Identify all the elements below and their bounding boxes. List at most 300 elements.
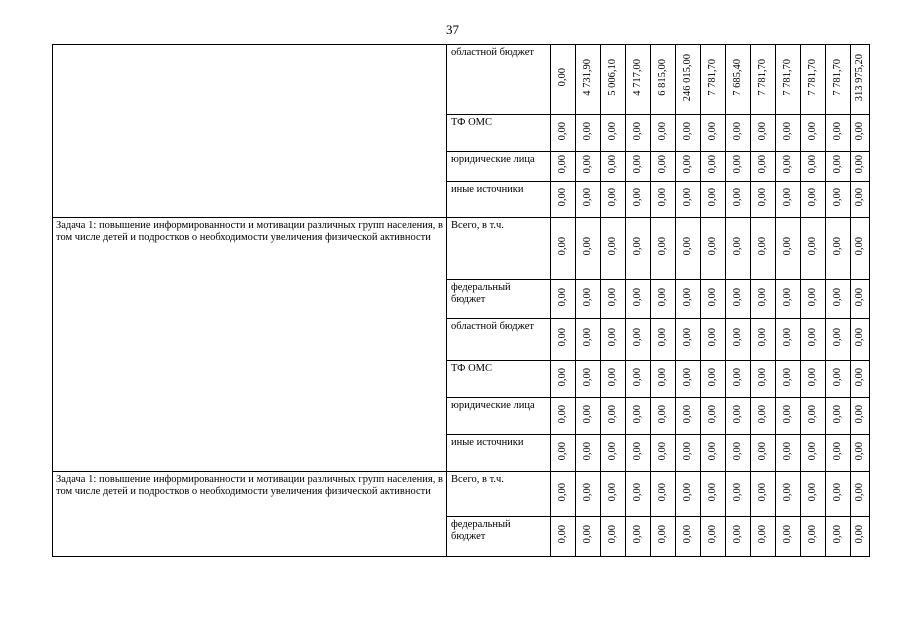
- value-cell: [626, 472, 651, 517]
- value-text: 0,00: [657, 367, 668, 387]
- value-cell: [801, 280, 826, 319]
- value-cell: [551, 152, 576, 182]
- value-cell: [626, 115, 651, 152]
- value-cell: [851, 115, 870, 152]
- value-text: 0,00: [557, 482, 568, 502]
- value-cell: [601, 398, 626, 435]
- value-cell: [776, 218, 801, 280]
- value-text: 0,00: [682, 188, 693, 207]
- value-text: 0,00: [607, 121, 618, 141]
- value-text: 0,00: [854, 121, 865, 141]
- value-cell: [651, 472, 676, 517]
- value-cell: [801, 152, 826, 182]
- value-cell: [751, 280, 776, 319]
- value-text: 0,00: [607, 155, 618, 174]
- value-cell: [551, 182, 576, 218]
- value-cell: [776, 517, 801, 557]
- value-cell: [576, 115, 601, 152]
- value-text: 0,00: [782, 155, 793, 174]
- value-text: 0,00: [807, 328, 818, 347]
- value-text: 4 717,00: [632, 59, 643, 96]
- value-cell: [801, 115, 826, 152]
- value-cell: [726, 398, 751, 435]
- value-text: 0,00: [832, 121, 843, 141]
- value-cell: [651, 218, 676, 280]
- value-text: 0,00: [682, 121, 693, 141]
- value-cell: [851, 45, 870, 115]
- value-cell: [851, 398, 870, 435]
- value-text: 0,00: [682, 404, 693, 424]
- value-text: 0,00: [757, 441, 768, 461]
- value-cell: [551, 361, 576, 398]
- value-cell: [576, 45, 601, 115]
- value-text: 0,00: [682, 482, 693, 502]
- funding-source-cell: ТФ ОМС: [447, 361, 551, 398]
- value-cell: [551, 517, 576, 557]
- table-row: [53, 218, 870, 280]
- value-cell: [776, 45, 801, 115]
- value-cell: [576, 398, 601, 435]
- value-text: 0,00: [757, 328, 768, 347]
- value-cell: [701, 472, 726, 517]
- value-cell: [776, 115, 801, 152]
- value-text: 0,00: [854, 155, 865, 174]
- value-text: 0,00: [732, 441, 743, 461]
- value-cell: [851, 435, 870, 472]
- value-text: 0,00: [607, 482, 618, 502]
- value-cell: [576, 319, 601, 361]
- value-text: 0,00: [782, 287, 793, 307]
- value-text: 0,00: [832, 237, 843, 256]
- value-text: 0,00: [632, 237, 643, 256]
- value-cell: [676, 361, 701, 398]
- value-text: 0,00: [582, 328, 593, 347]
- value-text: 0,00: [832, 188, 843, 207]
- value-cell: [776, 435, 801, 472]
- value-cell: [726, 182, 751, 218]
- value-text: 0,00: [832, 482, 843, 502]
- value-cell: [826, 398, 851, 435]
- value-text: 0,00: [582, 121, 593, 141]
- value-cell: [601, 182, 626, 218]
- value-cell: [651, 435, 676, 472]
- value-text: 0,00: [757, 188, 768, 207]
- value-text: 0,00: [682, 328, 693, 347]
- value-text: 0,00: [732, 525, 743, 544]
- task-cell: Задача 1: повышение информированности и мотивации различных групп населения, в том числе детей и подростков о необходимости увеличения физической активности: [53, 472, 447, 557]
- value-cell: [626, 182, 651, 218]
- funding-source-cell: областной бюджет: [447, 319, 551, 361]
- value-cell: [626, 45, 651, 115]
- value-cell: [651, 45, 676, 115]
- funding-source-cell: ТФ ОМС: [447, 115, 551, 152]
- value-text: 0,00: [582, 525, 593, 544]
- value-text: 7 781,70: [707, 59, 718, 96]
- value-text: 246 015,00: [682, 53, 693, 102]
- value-text: 5 006,10: [607, 59, 618, 96]
- value-cell: [726, 435, 751, 472]
- value-text: 0,00: [582, 188, 593, 207]
- value-text: 0,00: [607, 525, 618, 544]
- value-text: 0,00: [757, 525, 768, 544]
- value-text: 0,00: [607, 441, 618, 461]
- value-cell: [651, 398, 676, 435]
- funding-source-cell: областной бюджет: [447, 45, 551, 115]
- value-text: 0,00: [607, 328, 618, 347]
- table-row: [53, 45, 870, 115]
- value-text: 0,00: [632, 287, 643, 307]
- value-cell: [601, 319, 626, 361]
- value-text: 0,00: [632, 404, 643, 424]
- value-cell: [726, 472, 751, 517]
- value-cell: [676, 472, 701, 517]
- value-cell: [576, 361, 601, 398]
- funding-source-cell: Всего, в т.ч.: [447, 218, 551, 280]
- value-cell: [751, 472, 776, 517]
- value-cell: [576, 152, 601, 182]
- value-text: 0,00: [707, 367, 718, 387]
- table-row: [53, 472, 870, 517]
- value-cell: [551, 280, 576, 319]
- value-text: 0,00: [782, 482, 793, 502]
- value-cell: [701, 45, 726, 115]
- value-text: 4 731,90: [582, 59, 593, 96]
- value-text: 0,00: [632, 441, 643, 461]
- value-cell: [726, 45, 751, 115]
- value-text: 0,00: [732, 155, 743, 174]
- value-text: 0,00: [782, 188, 793, 207]
- value-cell: [601, 152, 626, 182]
- value-cell: [651, 517, 676, 557]
- value-text: 7 781,70: [832, 59, 843, 96]
- value-text: 0,00: [607, 287, 618, 307]
- value-text: 0,00: [807, 441, 818, 461]
- value-text: 0,00: [832, 404, 843, 424]
- task-cell: Задача 1: повышение информированности и мотивации различных групп населения, в том числе детей и подростков о необходимости увеличения физической активности: [53, 218, 447, 472]
- value-text: 0,00: [582, 482, 593, 502]
- value-cell: [626, 218, 651, 280]
- value-cell: [826, 115, 851, 152]
- value-text: 0,00: [707, 237, 718, 256]
- value-text: 0,00: [657, 155, 668, 174]
- value-text: 0,00: [757, 121, 768, 141]
- value-text: 0,00: [757, 482, 768, 502]
- value-cell: [601, 517, 626, 557]
- value-cell: [626, 280, 651, 319]
- value-text: 0,00: [782, 328, 793, 347]
- value-text: 0,00: [782, 404, 793, 424]
- value-cell: [751, 435, 776, 472]
- value-text: 0,00: [632, 482, 643, 502]
- value-cell: [551, 45, 576, 115]
- funding-source-cell: юридические лица: [447, 398, 551, 435]
- page-number: 37: [446, 22, 459, 37]
- funding-source-cell: юридические лица: [447, 152, 551, 182]
- value-cell: [801, 361, 826, 398]
- value-cell: [626, 361, 651, 398]
- value-cell: [726, 218, 751, 280]
- value-text: 0,00: [854, 328, 865, 347]
- value-text: 0,00: [854, 525, 865, 544]
- value-text: 0,00: [707, 287, 718, 307]
- value-cell: [701, 152, 726, 182]
- value-cell: [626, 319, 651, 361]
- value-text: 0,00: [832, 287, 843, 307]
- value-cell: [776, 152, 801, 182]
- value-cell: [626, 398, 651, 435]
- value-cell: [551, 472, 576, 517]
- value-text: 0,00: [657, 404, 668, 424]
- value-text: 0,00: [707, 404, 718, 424]
- value-cell: [701, 361, 726, 398]
- task-cell: [53, 45, 447, 218]
- value-cell: [676, 517, 701, 557]
- value-text: 0,00: [757, 367, 768, 387]
- value-cell: [751, 115, 776, 152]
- value-cell: [576, 517, 601, 557]
- value-text: 6 815,00: [657, 59, 668, 96]
- value-text: 0,00: [707, 441, 718, 461]
- value-cell: [551, 115, 576, 152]
- value-text: 0,00: [832, 441, 843, 461]
- value-text: 0,00: [782, 121, 793, 141]
- value-cell: [776, 472, 801, 517]
- value-text: 0,00: [732, 237, 743, 256]
- value-cell: [651, 319, 676, 361]
- value-cell: [626, 152, 651, 182]
- value-cell: [726, 152, 751, 182]
- value-text: 0,00: [557, 237, 568, 256]
- value-text: 0,00: [582, 367, 593, 387]
- value-text: 313 975,20: [854, 53, 865, 102]
- value-text: 0,00: [854, 237, 865, 256]
- value-text: 0,00: [682, 525, 693, 544]
- value-text: 0,00: [657, 441, 668, 461]
- value-cell: [751, 45, 776, 115]
- value-text: 0,00: [657, 525, 668, 544]
- value-cell: [851, 472, 870, 517]
- value-text: 0,00: [657, 287, 668, 307]
- value-text: 0,00: [832, 155, 843, 174]
- value-cell: [701, 115, 726, 152]
- value-cell: [601, 361, 626, 398]
- value-cell: [751, 182, 776, 218]
- value-text: 0,00: [632, 328, 643, 347]
- value-text: 0,00: [707, 525, 718, 544]
- value-cell: [626, 435, 651, 472]
- value-cell: [701, 517, 726, 557]
- value-text: 0,00: [557, 121, 568, 141]
- value-cell: [726, 280, 751, 319]
- value-text: 0,00: [657, 121, 668, 141]
- value-text: 0,00: [557, 188, 568, 207]
- value-cell: [776, 319, 801, 361]
- value-text: 0,00: [854, 188, 865, 207]
- value-cell: [576, 472, 601, 517]
- value-text: 7 781,70: [807, 59, 818, 96]
- value-cell: [726, 319, 751, 361]
- value-cell: [851, 361, 870, 398]
- value-cell: [776, 182, 801, 218]
- value-cell: [601, 435, 626, 472]
- value-cell: [676, 398, 701, 435]
- value-cell: [576, 280, 601, 319]
- value-cell: [801, 218, 826, 280]
- value-cell: [826, 472, 851, 517]
- value-text: 0,00: [707, 188, 718, 207]
- value-text: 0,00: [657, 328, 668, 347]
- value-cell: [826, 361, 851, 398]
- value-text: 0,00: [657, 188, 668, 207]
- value-cell: [701, 280, 726, 319]
- funding-source-cell: федеральный бюджет: [447, 280, 551, 319]
- budget-table: [52, 44, 870, 557]
- value-cell: [801, 472, 826, 517]
- value-cell: [676, 45, 701, 115]
- value-cell: [651, 152, 676, 182]
- value-text: 0,00: [732, 287, 743, 307]
- value-text: 0,00: [707, 482, 718, 502]
- value-text: 0,00: [854, 367, 865, 387]
- value-text: 0,00: [557, 441, 568, 461]
- value-text: 0,00: [657, 482, 668, 502]
- value-cell: [726, 115, 751, 152]
- value-cell: [651, 115, 676, 152]
- value-text: 0,00: [557, 287, 568, 307]
- value-text: 0,00: [854, 404, 865, 424]
- value-text: 0,00: [757, 155, 768, 174]
- value-text: 0,00: [707, 155, 718, 174]
- value-text: 0,00: [732, 328, 743, 347]
- value-text: 0,00: [807, 367, 818, 387]
- value-text: 0,00: [732, 367, 743, 387]
- value-cell: [576, 435, 601, 472]
- value-text: 0,00: [632, 525, 643, 544]
- value-text: 0,00: [632, 188, 643, 207]
- funding-source-cell: федеральный бюджет: [447, 517, 551, 557]
- value-text: 7 781,70: [782, 59, 793, 96]
- value-cell: [676, 115, 701, 152]
- value-text: 0,00: [632, 367, 643, 387]
- value-cell: [551, 319, 576, 361]
- value-text: 0,00: [732, 188, 743, 207]
- value-cell: [701, 435, 726, 472]
- funding-source-cell: Всего, в т.ч.: [447, 472, 551, 517]
- value-text: 0,00: [707, 121, 718, 141]
- value-cell: [726, 517, 751, 557]
- value-cell: [576, 218, 601, 280]
- value-cell: [801, 45, 826, 115]
- value-cell: [751, 319, 776, 361]
- value-cell: [676, 182, 701, 218]
- value-text: 0,00: [757, 404, 768, 424]
- value-cell: [801, 517, 826, 557]
- value-text: 0,00: [782, 525, 793, 544]
- value-text: 0,00: [582, 441, 593, 461]
- value-text: 0,00: [607, 404, 618, 424]
- value-cell: [801, 435, 826, 472]
- funding-source-cell: иные источники: [447, 182, 551, 218]
- value-cell: [701, 398, 726, 435]
- value-cell: [676, 319, 701, 361]
- value-cell: [826, 280, 851, 319]
- value-cell: [651, 182, 676, 218]
- value-text: 0,00: [807, 482, 818, 502]
- value-text: 0,00: [607, 237, 618, 256]
- value-text: 0,00: [732, 404, 743, 424]
- value-cell: [751, 152, 776, 182]
- value-cell: [601, 280, 626, 319]
- value-text: 0,00: [807, 237, 818, 256]
- value-cell: [676, 218, 701, 280]
- value-text: 0,00: [632, 155, 643, 174]
- value-cell: [851, 319, 870, 361]
- value-cell: [751, 218, 776, 280]
- value-cell: [751, 398, 776, 435]
- value-text: 0,00: [854, 441, 865, 461]
- value-text: 0,00: [757, 287, 768, 307]
- value-text: 0,00: [682, 367, 693, 387]
- value-cell: [851, 182, 870, 218]
- value-text: 0,00: [582, 404, 593, 424]
- value-cell: [826, 152, 851, 182]
- value-cell: [826, 517, 851, 557]
- value-text: 0,00: [582, 155, 593, 174]
- value-text: 0,00: [832, 328, 843, 347]
- value-text: 0,00: [732, 121, 743, 141]
- value-text: 0,00: [832, 367, 843, 387]
- value-text: 0,00: [557, 404, 568, 424]
- value-cell: [851, 218, 870, 280]
- value-cell: [826, 319, 851, 361]
- value-cell: [651, 280, 676, 319]
- value-text: 0,00: [757, 237, 768, 256]
- value-text: 0,00: [807, 121, 818, 141]
- value-text: 0,00: [807, 404, 818, 424]
- value-cell: [601, 472, 626, 517]
- value-cell: [551, 218, 576, 280]
- value-text: 7 781,70: [757, 59, 768, 96]
- value-cell: [576, 182, 601, 218]
- value-cell: [551, 398, 576, 435]
- value-cell: [801, 398, 826, 435]
- value-text: 0,00: [607, 188, 618, 207]
- funding-source-cell: иные источники: [447, 435, 551, 472]
- value-text: 0,00: [557, 328, 568, 347]
- value-text: 0,00: [854, 482, 865, 502]
- value-cell: [726, 361, 751, 398]
- value-cell: [701, 218, 726, 280]
- value-text: 0,00: [807, 287, 818, 307]
- value-text: 0,00: [732, 482, 743, 502]
- value-text: 0,00: [682, 237, 693, 256]
- value-text: 0,00: [557, 155, 568, 174]
- value-text: 0,00: [854, 287, 865, 307]
- value-cell: [776, 398, 801, 435]
- value-cell: [851, 517, 870, 557]
- value-cell: [601, 115, 626, 152]
- value-cell: [676, 152, 701, 182]
- value-cell: [701, 319, 726, 361]
- value-cell: [626, 517, 651, 557]
- value-text: 0,00: [682, 441, 693, 461]
- value-cell: [751, 517, 776, 557]
- value-cell: [801, 319, 826, 361]
- value-text: 0,00: [582, 287, 593, 307]
- value-text: 0,00: [707, 328, 718, 347]
- value-text: 0,00: [657, 237, 668, 256]
- value-cell: [851, 280, 870, 319]
